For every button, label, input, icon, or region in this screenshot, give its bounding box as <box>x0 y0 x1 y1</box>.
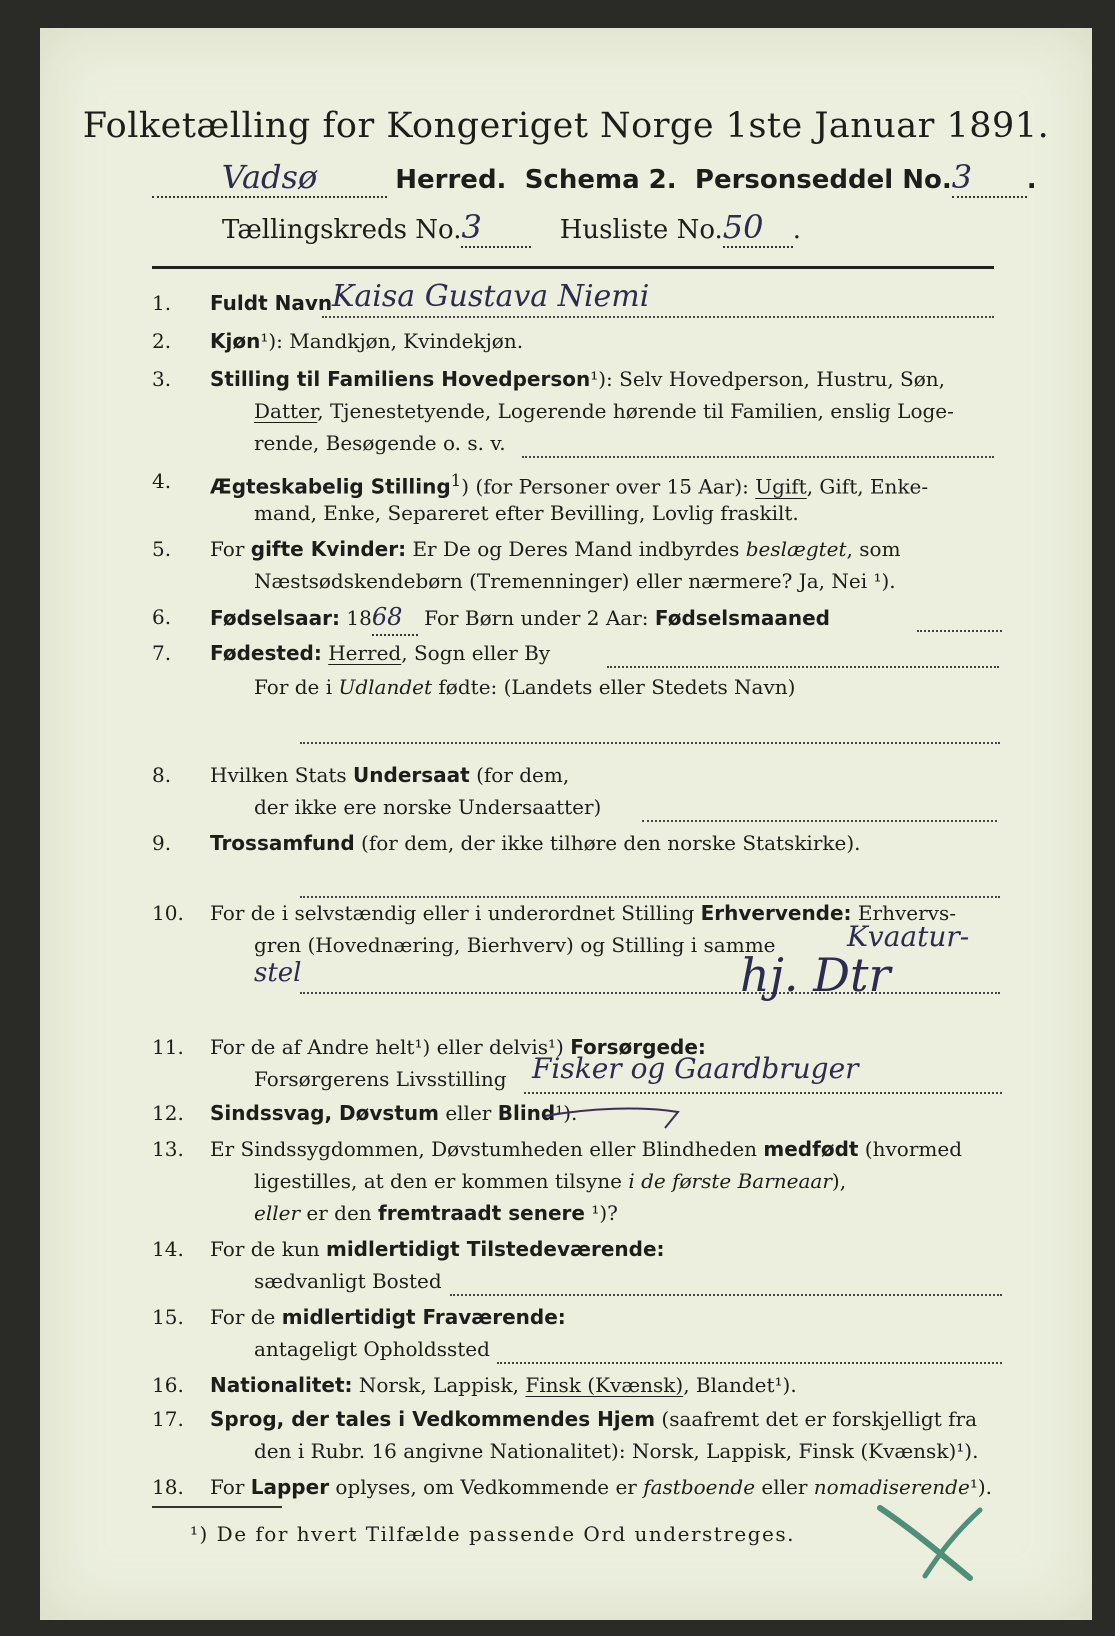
row-label: Ægteskabelig Stilling <box>210 474 451 499</box>
row-text: Forsørgerens Livsstilling <box>254 1067 507 1091</box>
occupation-value-cont: stel <box>254 958 302 988</box>
row-text: 18 <box>340 606 372 630</box>
row-text: Erhvervs- <box>851 901 956 925</box>
relation-annotation: hj. Dtr <box>740 948 891 1002</box>
row-text: rende, Besøgende o. s. v. <box>254 431 506 455</box>
row-text: (hvormed <box>858 1137 962 1161</box>
row-number: 5. <box>152 537 172 561</box>
row-text: , som <box>846 537 901 561</box>
row-text: den i Rubr. 16 angivne Nationalitet): Norsk, Lappisk, Finsk (Kvænsk)¹). <box>254 1439 979 1463</box>
row-text: , Tjenestetyende, Logerende hørende til Familien, enslig Loge- <box>317 399 954 423</box>
row-text: , Sogn eller By <box>401 641 551 665</box>
italic-text: eller <box>254 1201 301 1225</box>
row-label: Fødselsaar: <box>210 606 340 630</box>
row-text: For de i <box>254 675 339 699</box>
row-label: Undersaat <box>353 763 470 787</box>
underlined-option: Datter <box>254 399 318 423</box>
row-text: gren (Hovednæring, Bierhverv) og Stilling i samme <box>254 933 776 957</box>
row-number: 17. <box>152 1407 184 1431</box>
row-text: For <box>210 537 251 561</box>
italic-text: beslægtet <box>745 537 847 561</box>
row-text: sædvanligt Bosted <box>254 1269 442 1293</box>
row-text: ¹). <box>969 1475 992 1499</box>
row-text: ) (for Personer over 15 Aar): <box>461 474 756 499</box>
row-number: 16. <box>152 1373 184 1397</box>
italic-text: nomadiserende <box>813 1475 970 1499</box>
row-number: 1. <box>152 291 172 315</box>
kreds-label: Tællingskreds No. <box>222 215 462 245</box>
row-number: 15. <box>152 1305 184 1329</box>
row-label: midlertidigt Fraværende: <box>281 1305 566 1329</box>
row-text: ), <box>831 1169 847 1193</box>
header-line-2: Tællingskreds No.3 Husliste No.50 . <box>222 208 802 246</box>
row-label: Trossamfund <box>210 831 355 855</box>
row-text: oplyses, om Vedkommende er <box>329 1475 644 1499</box>
row-text: ¹): Mandkjøn, Kvindekjøn. <box>260 329 524 353</box>
provider-occupation-value: Fisker og Gaardbruger <box>532 1052 859 1085</box>
occupation-value: Kvaatur- <box>847 920 970 953</box>
row-number: 14. <box>152 1237 184 1261</box>
personseddel-value: 3 <box>952 158 1027 198</box>
row-label: Sindssvag, Døvstum <box>210 1101 439 1125</box>
herred-value: Vadsø <box>152 158 387 198</box>
underlined-option: Herred <box>328 641 402 665</box>
header-line-1: Vadsø Herred. Schema 2. Personseddel No.3 . <box>152 158 1037 198</box>
italic-text: fastboende <box>643 1475 756 1499</box>
row-text: ¹). <box>555 1101 578 1125</box>
underlined-option: Ugift <box>755 474 807 499</box>
row-number: 2. <box>152 329 172 353</box>
herred-label: Herred. <box>395 165 507 195</box>
row-text: For de af Andre helt¹) eller delvis¹) <box>210 1035 571 1059</box>
row-text: Hvilken Stats <box>210 763 354 787</box>
row-text: For de i selvstændig eller i underordnet Stilling <box>210 901 701 925</box>
row-number: 13. <box>152 1137 184 1161</box>
row-label: Fuldt Navn <box>210 291 333 315</box>
row-text: fødte: (Landets eller Stedets Navn) <box>432 675 796 699</box>
italic-text: Udlandet <box>338 675 433 699</box>
row-label: Forsørgede: <box>570 1035 706 1059</box>
row-label: Kjøn <box>210 329 261 353</box>
italic-text: i de første Barneaar <box>628 1169 832 1193</box>
husliste-label: Husliste No. <box>559 215 723 245</box>
row-text: eller <box>438 1101 498 1125</box>
row-label: Sprog, der tales i Vedkommendes Hjem <box>210 1407 656 1431</box>
row-text: (for dem, der ikke tilhøre den norske Statskirke). <box>354 831 861 855</box>
row-label: Fødselsmaaned <box>654 606 830 630</box>
row-text: ligestilles, at den er kommen tilsyne <box>254 1169 629 1193</box>
row-number: 10. <box>152 901 184 925</box>
row-text: (saafremt det er forskjelligt fra <box>655 1407 977 1431</box>
row-text: Er De og Deres Mand indbyrdes <box>406 537 746 561</box>
row-number: 9. <box>152 831 172 855</box>
row-text: der ikke ere norske Undersaatter) <box>254 795 602 819</box>
row-number: 7. <box>152 641 172 665</box>
row-number: 18. <box>152 1475 184 1499</box>
form-title: Folketælling for Kongeriget Norge 1ste Januar 1891. <box>82 106 1050 146</box>
row-number: 4. <box>152 469 172 493</box>
row-number: 12. <box>152 1101 184 1125</box>
row-text: For Børn under 2 Aar: <box>417 606 655 630</box>
row-text: ¹)? <box>584 1201 618 1225</box>
row-text: er den <box>300 1201 379 1225</box>
row-text: (for dem, <box>469 763 570 787</box>
birth-year-value: 68 <box>372 600 418 636</box>
row-text: eller <box>755 1475 814 1499</box>
personseddel-label: Personseddel No. <box>694 165 952 195</box>
row-text: For de kun <box>210 1237 326 1261</box>
row-text: Næstsødskendebørn (Tremenninger) eller nærmere? Ja, Nei ¹). <box>254 569 896 593</box>
row-text: , Blandet¹). <box>683 1373 797 1397</box>
row-label: Erhvervende: <box>700 901 852 925</box>
row-label: Lapper <box>250 1475 330 1499</box>
row-number: 6. <box>152 605 172 629</box>
row-number: 3. <box>152 367 172 391</box>
cross-mark <box>870 1498 990 1588</box>
row-text: For <box>210 1475 251 1499</box>
row-text: mand, Enke, Separeret efter Bevilling, Lovlig fraskilt. <box>254 501 799 525</box>
kreds-value: 3 <box>461 208 531 248</box>
footnote-rule <box>152 1506 282 1508</box>
row-label: Fødested: <box>210 641 322 665</box>
row-text: Norsk, Lappisk, <box>352 1373 526 1397</box>
row-label: fremtraadt senere <box>378 1201 585 1225</box>
census-form: Folketælling for Kongeriget Norge 1ste Januar 1891. Vadsø Herred. Schema 2. Personseddel No.3 . Tællingskreds No.3 Husliste No.50 . 1. Fuldt Navn Kaisa Gustava Niemi 2. Kjøn¹): Mandkjøn, Kvindekjøn. 3. Stilling til Familiens Hovedperson¹): Selv Hovedperson, Hustru, Søn, Datter, Tjenestetyende, Logerende hørende til Familien, enslig Loge- rende, Besøgende o. s. v. 4. Ægteskabelig Stilling$^1$) (for Personer over 15 Aar): Ugift, Gift, Enke- mand, Enke, Separeret efter Bevilling, Lovlig fraskilt. 5. For gifte Kvinder: Er De og Deres Mand indbyrdes beslægtet, som Næstsødskendebørn (Tremenninger) eller nærmere? Ja, Nei ¹). 6. Fødselsaar: 1868 For Børn under 2 Aar: Fødselsmaaned 7. Fødested: Herred, Sogn eller By For de i Udlandet fødte: (Landets eller Stedets Navn) 8. Hvilken Stats Undersaat (for dem, der ikke ere norske Undersaatter) 9. Trossamfund (for dem, der ikke tilhøre den norske Statskirke). 10. For de i selvstændig eller i underordnet Stilling Erhvervende: Erhvervs- gren (Hovednæring, Bierhverv) og Stilling i samme Kvaatur- stel hj. Dtr 11. For de af Andre helt¹) eller delvis¹) Forsørgede: Forsørgerens Livsstilling Fisker og Gaardbruger 12. Sindssvag, Døvstum eller Blind¹). 13. Er Sindssygdommen, Døvstumheden eller Blindheden medfødt (hvormed ligestilles, at den er kommen tilsyne i de første Barneaar), eller er den fremtraadt senere ¹)? 14. For de kun midlertidigt Tilstedeværende: sædvanligt Bosted 15. For de midlertidigt Fraværende: antageligt Opholdssted 16. Nationalitet: Norsk, Lappisk, Finsk (Kvænsk), Blandet¹). 17. Sprog, der tales i Vedkommendes Hjem (saafremt det er forskjelligt fra den i Rubr. 16 angivne Nationalitet): Norsk, Lappisk, Finsk (Kvænsk)¹). 18. For Lapper oplyses, om Vedkommende er fastboende eller nomadiserende¹). ¹) De for hvert Tilfælde passende Ord understreges. <box>40 28 1092 1620</box>
header-rule <box>152 266 994 269</box>
full-name-value: Kaisa Gustava Niemi <box>332 279 650 314</box>
underlined-option: Finsk (Kvænsk) <box>525 1373 684 1397</box>
row-number: 11. <box>152 1035 184 1059</box>
row-text: antageligt Opholdssted <box>254 1337 490 1361</box>
row-label: Nationalitet: <box>210 1373 353 1397</box>
row-label: medfødt <box>763 1137 859 1161</box>
row-label: midlertidigt Tilstedeværende: <box>325 1237 665 1261</box>
row-text: Er Sindssygdommen, Døvstumheden eller Blindheden <box>210 1137 764 1161</box>
row-label: gifte Kvinder: <box>250 537 407 561</box>
footnote: ¹) De for hvert Tilfælde passende Ord understreges. <box>190 1522 795 1546</box>
row-number: 8. <box>152 763 172 787</box>
row-text: ¹): Selv Hovedperson, Hustru, Søn, <box>590 367 946 391</box>
husliste-value: 50 <box>723 208 793 248</box>
row-label: Blind <box>497 1101 556 1125</box>
row-text: , Gift, Enke- <box>806 474 929 499</box>
row-text: For de <box>210 1305 282 1329</box>
schema-label: Schema 2. <box>524 165 677 195</box>
row-label: Stilling til Familiens Hovedperson <box>210 367 591 391</box>
